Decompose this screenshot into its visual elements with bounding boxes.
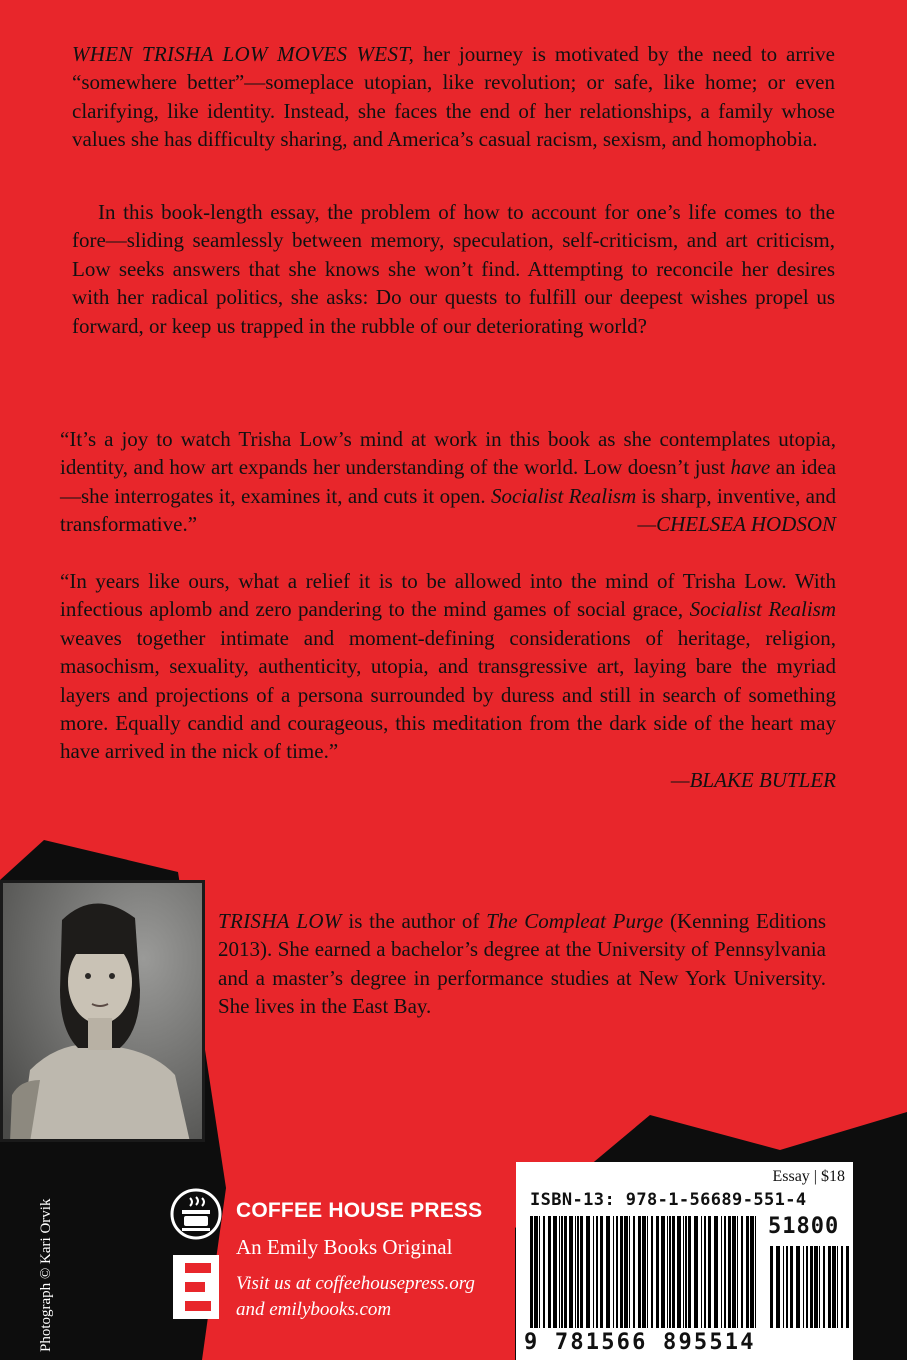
author-photo — [0, 880, 205, 1142]
blurb-paragraph-1 — [72, 40, 835, 154]
barcode-bar — [624, 1216, 628, 1328]
coffee-cup-logo-icon — [170, 1188, 222, 1240]
barcode-bar — [741, 1216, 743, 1328]
isbn-digits: 9 781566 895514 — [524, 1330, 756, 1355]
barcode-bar — [683, 1216, 684, 1328]
barcode-bar — [647, 1216, 648, 1328]
barcode-addon-bar — [819, 1246, 820, 1328]
barcode-bar — [728, 1216, 731, 1328]
barcode-bar — [667, 1216, 668, 1328]
barcode-bar — [600, 1216, 603, 1328]
barcode-bar — [669, 1216, 671, 1328]
publisher-name: COFFEE HOUSE PRESS — [236, 1199, 483, 1222]
barcode-bar — [638, 1216, 641, 1328]
publisher-website — [236, 1271, 475, 1323]
barcode-bar — [651, 1216, 653, 1328]
barcode-bar — [685, 1216, 687, 1328]
publisher-website-line-1: Visit us at coffeehousepress.org — [236, 1273, 475, 1294]
price-code: 51800 — [768, 1214, 840, 1239]
quote-2-text-b: weaves together intimate and moment-defining considerations of heritage, religion, masochism, sexuality, authenticity, utopia, and transgressive art, laying bare the myriad layers and projections of a persona surrounded by duress and still in search of something more. Equally candid and courageous, this meditation from the dark side of the heart may have arrived in the nick of time.” — [60, 625, 836, 764]
barcode-bar — [755, 1216, 756, 1328]
barcode-bar — [688, 1216, 691, 1328]
barcode-bar — [732, 1216, 736, 1328]
quote-2-attribution: —BLAKE BUTLER — [670, 767, 836, 792]
barcode-bar — [577, 1216, 579, 1328]
barcode-addon-bar — [810, 1246, 813, 1328]
quote-1-book-title: Socialist Realism — [490, 483, 637, 508]
isbn-label: ISBN-13: 978-1-56689-551-4 — [530, 1190, 807, 1210]
barcode-bar — [613, 1216, 614, 1328]
author-bio — [218, 907, 826, 1021]
bio-author-name: TRISHA LOW — [218, 909, 342, 933]
barcode-bar — [737, 1216, 738, 1328]
barcode-addon-bar — [786, 1246, 788, 1328]
barcode-bar — [543, 1216, 545, 1328]
barcode-bar — [629, 1216, 630, 1328]
barcode-bar — [539, 1216, 540, 1328]
barcode-bar — [575, 1216, 576, 1328]
barcode-bar — [580, 1216, 583, 1328]
barcode-addon-bar — [814, 1246, 818, 1328]
photo-credit: Photograph © Kari Orvik — [38, 1198, 54, 1352]
barcode-bar — [569, 1216, 573, 1328]
barcode-bar — [606, 1216, 610, 1328]
barcode-bar — [548, 1216, 551, 1328]
publisher-website-line-2: and emilybooks.com — [236, 1299, 392, 1320]
barcode-bar — [724, 1216, 726, 1328]
barcode-bar — [677, 1216, 681, 1328]
blurb-lead: WHEN TRISHA LOW MOVES WEST, — [72, 42, 415, 66]
barcode-bar — [530, 1216, 533, 1328]
quote-1-attribution: —CHELSEA HODSON — [637, 512, 836, 537]
barcode-bar — [642, 1216, 646, 1328]
barcode-addon-bar — [770, 1246, 773, 1328]
quote-2-text-a: “In years like ours, what a relief it is to be allowed into the mind of Trisha Low. With infectious aplomb and zero pandering to the mind games of social grace, — [60, 569, 836, 622]
barcode-bar — [596, 1216, 598, 1328]
barcode-addon-bar — [832, 1246, 836, 1328]
barcode-bar — [553, 1216, 557, 1328]
barcode-addon-bar — [783, 1246, 784, 1328]
barcode-bar — [559, 1216, 560, 1328]
barcode-bar — [534, 1216, 538, 1328]
quote-blake-butler — [60, 567, 836, 794]
barcode-addon-bar — [846, 1246, 849, 1328]
blurb-paragraph-2: In this book-length essay, the problem of how to account for one’s life comes to the fore—sliding seamlessly between memory, speculation, self-criticism, and art criticism, Low seeks answers that she knows she won’t find. Attempting to reconcile her desires with her radical politics, she asks: Do our quests to fulfill our deepest wishes propel us forward, or keep us trapped in the rubble of our deteriorating world? — [72, 200, 835, 338]
emily-books-e-logo-icon — [173, 1255, 219, 1319]
barcode-addon-bar — [806, 1246, 808, 1328]
barcode-bar — [746, 1216, 749, 1328]
quote-1-text-b: an idea—she interrogates it, examines it, and cuts it open. — [60, 455, 837, 508]
barcode-bar — [750, 1216, 754, 1328]
barcode-bar — [661, 1216, 665, 1328]
barcode-bar — [701, 1216, 702, 1328]
quote-chelsea-hodson — [60, 425, 836, 539]
barcode-bar — [564, 1216, 567, 1328]
barcode-addon-bar — [803, 1246, 804, 1328]
quote-2-book-title: Socialist Realism — [689, 597, 836, 622]
barcode-bar — [721, 1216, 722, 1328]
blurb-p1-text: her journey is motivated by the need to arrive “somewhere better”—someplace utopian, like revolution; or safe, like home; or even clarifying, like identity. Instead, she faces the end of her relationships, a family whose values she has difficulty sharing, and America’s casual racism, sexism, and homophobia. — [72, 42, 836, 152]
barcode-addon-bar — [828, 1246, 831, 1328]
barcode-addon-bar — [837, 1246, 838, 1328]
barcode-bar — [714, 1216, 718, 1328]
bio-text-b: (Kenning Editions 2013). She earned a bachelor’s degree at the University of Pennsylvania and a master’s degree in performance studies at New York University. She lives in the East Bay. — [218, 909, 826, 1019]
barcode-addon-bar — [796, 1246, 800, 1328]
barcode-addon-bar — [841, 1246, 843, 1328]
bio-book-title: The Compleat Purge — [486, 909, 664, 933]
genre-price: Essay | $18 — [772, 1168, 845, 1185]
barcode-bar — [586, 1216, 590, 1328]
barcode-addon-bar — [823, 1246, 825, 1328]
barcode-bar — [620, 1216, 623, 1328]
barcode-bar — [672, 1216, 675, 1328]
barcode-box — [516, 1162, 853, 1360]
barcode-bar — [704, 1216, 706, 1328]
barcode-bar — [708, 1216, 711, 1328]
barcode-bar — [593, 1216, 594, 1328]
author-portrait-illustration — [0, 880, 205, 1142]
barcode-addon-bar — [790, 1246, 793, 1328]
barcode-bar — [561, 1216, 563, 1328]
barcode-addon-bar — [776, 1246, 780, 1328]
quote-1-text-c: is sharp, inventive, and transformative.” — [60, 483, 836, 537]
barcode-bar — [656, 1216, 659, 1328]
quote-1-italic-a: have — [730, 455, 771, 480]
bio-text-a: is the author of — [348, 909, 480, 933]
publisher-tagline: An Emily Books Original — [236, 1235, 453, 1259]
barcode-bar — [633, 1216, 635, 1328]
barcode-bar — [694, 1216, 698, 1328]
barcode-bar — [616, 1216, 618, 1328]
quote-1-text-a: “It’s a joy to watch Trisha Low’s mind at work in this book as she contemplates utopia, identity, and how art expands her understanding of the world. Low doesn’t just — [60, 427, 836, 480]
